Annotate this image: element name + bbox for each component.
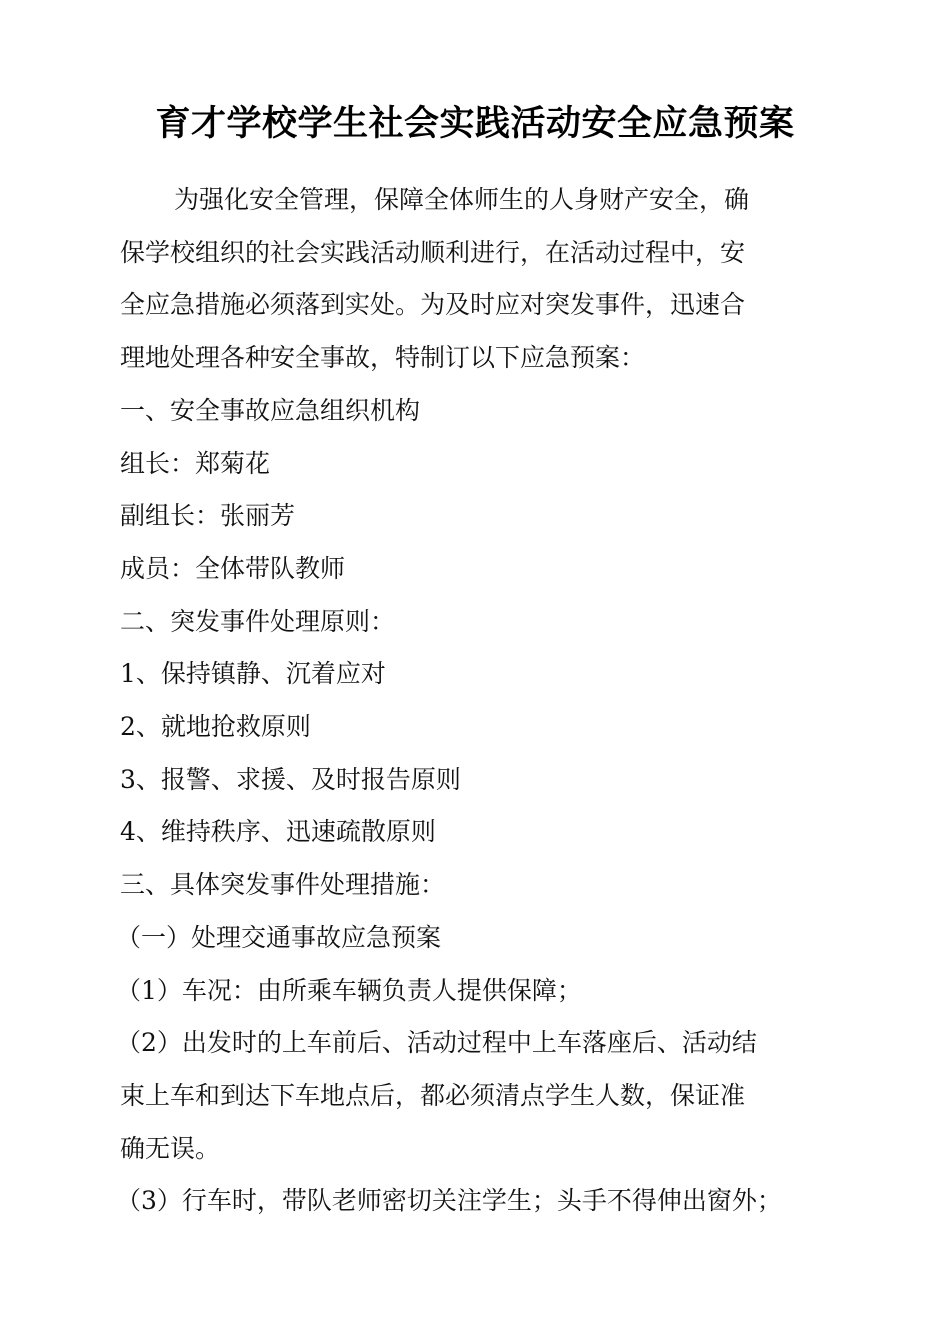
document-body [116, 174, 820, 1228]
measure-item: （1）车况：由所乘车辆负责人提供保障； [116, 975, 582, 1005]
section-heading-organization: 一、安全事故应急组织机构 [120, 395, 421, 425]
intro-line: 全应急措施必须落到实处。为及时应对突发事件，迅速合 [120, 290, 746, 320]
measure-item-continuation: 确无误。 [120, 1133, 221, 1163]
measure-item: （2）出发时的上车前后、活动过程中上车落座后、活动结 [116, 1028, 757, 1058]
page-title: 育才学校学生社会实践活动安全应急预案 [155, 104, 795, 144]
intro-line: 为强化安全管理，保障全体师生的人身财产安全，确 [174, 185, 750, 214]
measure-item-continuation: 束上车和到达下车地点后，都必须清点学生人数，保证准 [120, 1080, 746, 1110]
principle-item: 3、报警、求援、及时报告原则 [120, 764, 461, 794]
intro-line: 保学校组织的社会实践活动顺利进行，在活动过程中，安 [120, 237, 746, 267]
principle-item: 4、维持秩序、迅速疏散原则 [120, 817, 436, 847]
deputy-leader-line: 副组长：张丽芳 [120, 501, 296, 531]
section-heading-principles: 二、突发事件处理原则： [120, 606, 396, 636]
intro-line: 理地处理各种安全事故，特制订以下应急预案： [120, 343, 646, 373]
principle-item: 2、就地抢救原则 [120, 712, 311, 742]
principle-item: 1、保持镇静、沉着应对 [120, 659, 386, 689]
members-line: 成员：全体带队教师 [120, 553, 346, 583]
leader-line: 组长：郑菊花 [120, 448, 271, 478]
section-heading-measures: 三、具体突发事件处理措施： [120, 870, 446, 900]
subsection-heading-traffic: （一）处理交通事故应急预案 [116, 922, 442, 952]
measure-item: （3）行车时，带队老师密切关注学生；头手不得伸出窗外； [116, 1186, 782, 1216]
